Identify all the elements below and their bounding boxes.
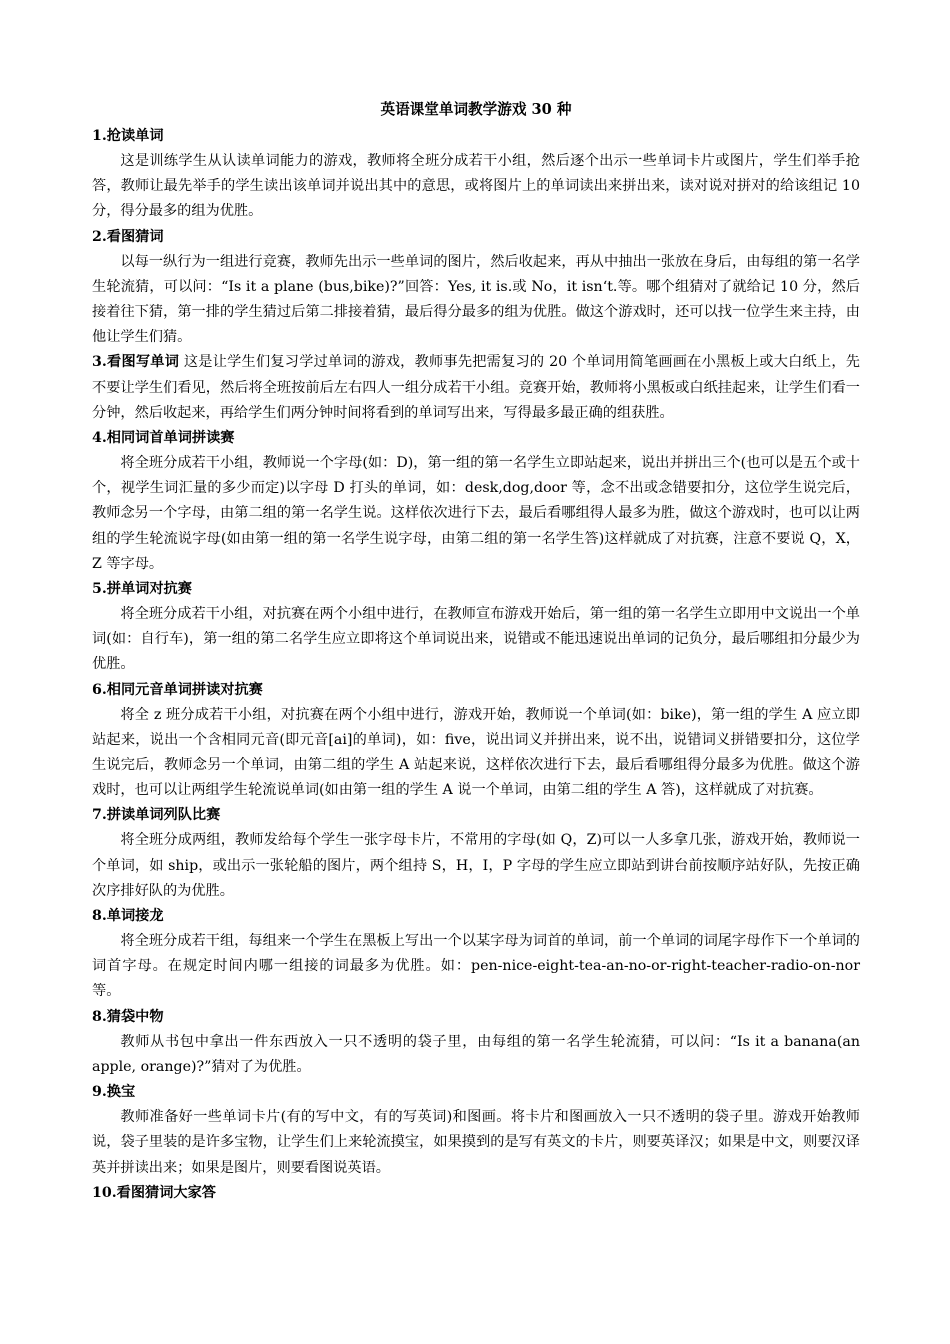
section-body-2: 以每一纵行为一组进行竞赛，教师先出示一些单词的图片，然后收起来，再从中抽出一张放在身后，由每组的第一名学生轮流猜，可以问：“Is it a plane (bus,bike)?”回答：Yes, it is.或 No，it isn‘t.等。哪个组猜对了就给记 10 分，然后接着往下猜，第一排的学生猜过后第二排接着猜，最后得分最多的组为优胜。做这个游戏时，还可以找一位学生来主持，由他让学生们猜。 [92,253,860,346]
section-heading-10: 10.看图猜词大家答 [92,1184,216,1201]
section-heading-2: 2.看图猜词 [92,228,164,245]
section-3 [92,350,860,426]
section-body-7: 将全班分成两组，教师发给每个学生一张字母卡片，不常用的字母(如 Q，Z)可以一人多拿几张，游戏开始，教师说一个单词，如 ship，或出示一张轮船的图片，两个组持 S，H，I，P 字母的学生应立即站到讲台前按顺序站好队，先按正确次序排好队的为优胜。 [92,832,860,899]
section-heading-8b: 8.猜袋中物 [92,1008,164,1025]
section-body-1: 这是训练学生从认读单词能力的游戏，教师将全班分成若干小组，然后逐个出示一些单词卡片或图片，学生们举手抢答，教师让最先举手的学生读出该单词并说出其中的意思，或将图片上的单词读出来拼出来，读对说对拼对的给该组记 10 分，得分最多的组为优胜。 [92,153,860,220]
section-heading-4: 4.相同词首单词拼读赛 [92,430,235,447]
section-body-4: 将全班分成若干小组，教师说一个字母(如：D)，第一组的第一名学生立即站起来，说出并拼出三个(也可以是五个或十个，视学生词汇量的多少而定)以字母 D 打头的单词，如：desk,dog,door 等，念不出或念错要扣分，这位学生说完后，教师念另一个字母，由第二组的第一名学生说。这样依次进行下去，最后看哪组得人最多为胜，做这个游戏时，也可以让两组的学生轮流说字母(如由第一组的第一名学生说字母，由第二组的第一名学生答)这样就成了对抗赛，注意不要说 Q，X，Z 等字母。 [92,455,860,572]
section-heading-1: 1.抢读单词 [92,128,164,144]
section-heading-3: 3.看图写单词 [92,354,180,371]
section-heading-6: 6.相同元音单词拼读对抗赛 [92,681,263,698]
section-body-6: 将全 z 班分成若干小组，对抗赛在两个小组中进行，游戏开始，教师说一个单词(如：bike)，第一组的学生 A 应立即站起来，说出一个含相同元音(即元音[ai]的单词)，如：five，说出词义并拼出来，说不出，说错词义拼错要扣分，这位学生说完后，教师念另一个单词，由第二组的学生 A 站起来说，这样依次进行下去，最后看哪组得分最多为优胜。做这个游戏时，也可以让两组学生轮流说单词(如由第一组的学生 A 说一个单词，由第二组的学生 A 答)，这样就成了对抗赛。 [92,706,860,799]
section-heading-5: 5.拼单词对抗赛 [92,581,192,598]
section-body-9: 教师准备好一些单词卡片(有的写中文，有的写英词)和图画。将卡片和图画放入一只不透明的袋子里。游戏开始教师说，袋子里装的是许多宝物，让学生们上来轮流摸宝，如果摸到的是写有英文的卡片，则要英译汉；如果是中文，则要汉译英并拼读出来；如果是图片，则要看图说英语。 [92,1109,860,1176]
section-heading-9: 9.换宝 [92,1084,136,1101]
section-heading-7: 7.拼读单词列队比赛 [92,807,221,824]
section-body-8: 将全班分成若干组，每组来一个学生在黑板上写出一个以某字母为词首的单词，前一个单词的词尾字母作下一个单词的词首字母。在规定时间内哪一组接的词最多为优胜。如：pen-nice-eight-tea-an-no-or-right-teacher-radio-on-nor 等。 [92,933,860,1000]
section-heading-8: 8.单词接龙 [92,908,164,925]
section-body-3: 这是让学生们复习学过单词的游戏，教师事先把需复习的 20 个单词用简笔画画在小黑板上或大白纸上，先不要让学生们看见，然后将全班按前后左右四人一组分成若干小组。竞赛开始，教师将小黑板或白纸挂起来，让学生们看一分钟，然后收起来，再给学生们两分钟时间将看到的单词写出来，写得最多最正确的组获胜。 [92,354,860,421]
section-body-8b: 教师从书包中拿出一件东西放入一只不透明的袋子里，由每组的第一名学生轮流猜，可以问：“Is it a banana(an apple, orange)?”猜对了为优胜。 [92,1033,860,1075]
document-title: 英语课堂单词教学游戏 30 种 [380,101,572,118]
document-page [92,96,860,1206]
section-body-5: 将全班分成若干小组，对抗赛在两个小组中进行，在教师宣布游戏开始后，第一组的第一名学生立即用中文说出一个单词(如：自行车)，第一组的第二名学生应立即将这个单词说出来，说错或不能迅速说出单词的记负分，最后哪组扣分最少为优胜。 [92,606,860,673]
